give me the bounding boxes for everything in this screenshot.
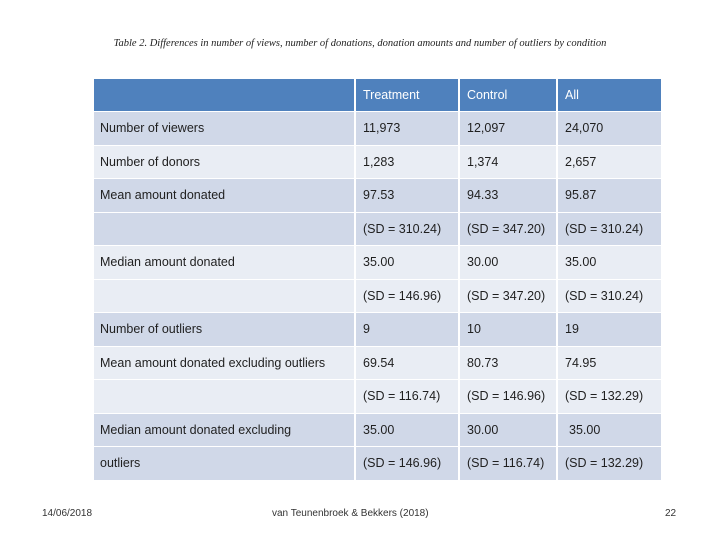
header-treatment: Treatment <box>356 79 460 112</box>
table-row <box>94 280 661 314</box>
row-label <box>94 213 356 247</box>
treatment-cell: 1,283 <box>356 146 460 180</box>
row-label: outliers <box>94 447 356 481</box>
control-cell: (SD = 116.74) <box>460 447 558 481</box>
treatment-cell: 35.00 <box>356 414 460 448</box>
treatment-cell: 9 <box>356 313 460 347</box>
control-cell: 30.00 <box>460 414 558 448</box>
control-cell: 94.33 <box>460 179 558 213</box>
all-cell: 95.87 <box>558 179 661 213</box>
all-cell: 35.00 <box>558 414 661 448</box>
all-cell: 2,657 <box>558 146 661 180</box>
control-cell: 30.00 <box>460 246 558 280</box>
table-row <box>94 179 661 213</box>
header-blank-cell <box>94 79 356 112</box>
treatment-cell: (SD = 146.96) <box>356 447 460 481</box>
table-row <box>94 414 661 448</box>
row-label: Median amount donated <box>94 246 356 280</box>
treatment-cell: (SD = 146.96) <box>356 280 460 314</box>
header-control: Control <box>460 79 558 112</box>
row-label: Number of outliers <box>94 313 356 347</box>
row-label <box>94 280 356 314</box>
table-row <box>94 112 661 146</box>
all-cell: (SD = 132.29) <box>558 380 661 414</box>
row-label: Number of viewers <box>94 112 356 146</box>
control-cell: (SD = 347.20) <box>460 213 558 247</box>
header-all: All <box>558 79 661 112</box>
table-row <box>94 313 661 347</box>
treatment-cell: 69.54 <box>356 347 460 381</box>
footer-citation: van Teunenbroek & Bekkers (2018) <box>272 508 429 519</box>
treatment-cell: (SD = 116.74) <box>356 380 460 414</box>
table-row <box>94 447 661 481</box>
all-cell: 74.95 <box>558 347 661 381</box>
treatment-cell: (SD = 310.24) <box>356 213 460 247</box>
table-row <box>94 146 661 180</box>
table-row <box>94 347 661 381</box>
row-label: Mean amount donated <box>94 179 356 213</box>
page-number: 22 <box>665 508 677 519</box>
table-header-row <box>94 79 661 112</box>
treatment-cell: 97.53 <box>356 179 460 213</box>
table-row <box>94 213 661 247</box>
results-table <box>94 79 661 481</box>
control-cell: 12,097 <box>460 112 558 146</box>
all-cell: (SD = 310.24) <box>558 213 661 247</box>
footer-date: 14/06/2018 <box>42 508 93 519</box>
table-caption: Table 2. Differences in number of views, number of donations, donation amounts and number of outliers by condition <box>113 38 607 49</box>
control-cell: 80.73 <box>460 347 558 381</box>
control-cell: (SD = 347.20) <box>460 280 558 314</box>
control-cell: 10 <box>460 313 558 347</box>
treatment-cell: 35.00 <box>356 246 460 280</box>
row-label <box>94 380 356 414</box>
treatment-cell: 11,973 <box>356 112 460 146</box>
all-cell: 35.00 <box>558 246 661 280</box>
control-cell: (SD = 146.96) <box>460 380 558 414</box>
all-cell: (SD = 132.29) <box>558 447 661 481</box>
table-row <box>94 246 661 280</box>
row-label: Number of donors <box>94 146 356 180</box>
control-cell: 1,374 <box>460 146 558 180</box>
all-cell: 19 <box>558 313 661 347</box>
row-label: Median amount donated excluding <box>94 414 356 448</box>
all-cell: (SD = 310.24) <box>558 280 661 314</box>
row-label: Mean amount donated excluding outliers <box>94 347 356 381</box>
table-row <box>94 380 661 414</box>
all-cell: 24,070 <box>558 112 661 146</box>
